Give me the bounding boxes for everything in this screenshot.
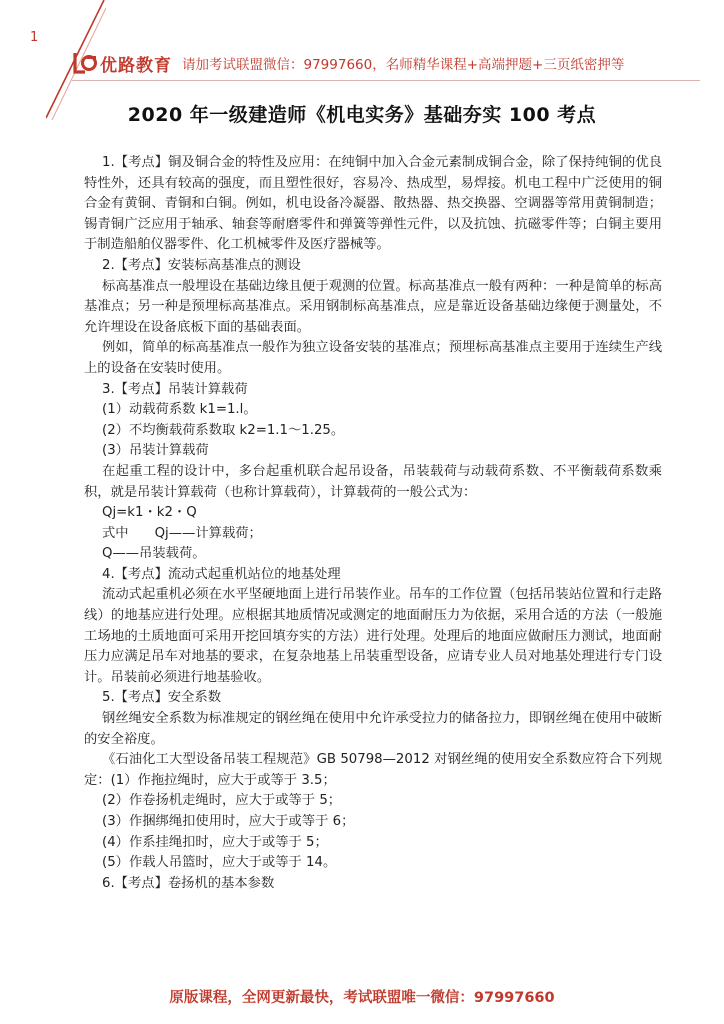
paragraph: 2.【考点】安装标高基准点的测设	[102, 257, 301, 273]
brand-name: 优路教育	[100, 55, 172, 76]
paragraph: 在起重工程的设计中，多台起重机联合起吊设备，吊装载荷与动载荷系数、不平衡载荷系数乘积，就是吊装计算载荷（也称计算载荷），计算载荷的一般公式为：	[84, 463, 662, 500]
formula-line: Qj=k1・k2・Q	[102, 505, 197, 521]
paragraph: 标高基准点一般埋设在基础边缘且便于观测的位置。标高基准点一般有两种：一种是简单的标高基准点；另一种是预埋标高基准点。采用钢制标高基准点，应是靠近设备基础边缘便于测量处，不允许埋设在设备底板下面的基础表面。	[84, 278, 662, 335]
paragraph: (4）作系挂绳扣时，应大于或等于 5；	[102, 834, 328, 850]
paragraph: 6.【考点】卷扬机的基本参数	[102, 875, 275, 891]
paragraph: (2）作卷扬机走绳时，应大于或等于 5；	[102, 793, 342, 809]
paragraph: 4.【考点】流动式起重机站位的地基处理	[102, 566, 341, 582]
paragraph: (5）作载人吊篮时，应大于或等于 14。	[102, 855, 337, 871]
document-body	[84, 153, 662, 894]
formula-term: Qj——计算载荷；	[154, 525, 262, 541]
paragraph: 1.【考点】铜及铜合金的特性及应用：在纯铜中加入合金元素制成铜合金，除了保持纯铜的优良特性外，还具有较高的强度，而且塑性很好，容易冷、热成型，易焊接。机电工程中广泛使用的铜合金有黄铜、青铜和白铜。例如，机电设备冷凝器、散热器、热交换器、空调器等常用黄铜制造；锡青铜广泛应用于轴承、轴套等耐磨零件和弹簧等弹性元件，以及抗蚀、抗磁零件等；白铜主要用于制造船舶仪器零件、化工机械零件及医疗器械等。	[84, 155, 662, 253]
paragraph: 例如，简单的标高基准点一般作为独立设备安装的基准点；预埋标高基准点主要用于连续生产线上的设备在安装时使用。	[84, 340, 662, 376]
document-title: 2020 年一级建造师《机电实务》基础夯实 100 考点	[127, 104, 597, 126]
header-banner	[72, 50, 712, 76]
youlu-logo-icon	[72, 51, 98, 75]
paragraph: 5.【考点】安全系数	[102, 690, 222, 706]
paragraph: (3）作捆绑绳扣使用时，应大于或等于 6；	[102, 814, 355, 829]
paragraph: 钢丝绳安全系数为标准规定的钢丝绳在使用中允许承受拉力的储备拉力，即钢丝绳在使用中破断的安全裕度。	[84, 711, 662, 747]
paragraph: Q——吊装载荷。	[102, 546, 206, 562]
header-divider	[72, 80, 700, 81]
paragraph: (3）吊装计算载荷	[102, 443, 209, 459]
paragraph: (2）不均衡载荷系数取 k2=1.1～1.25。	[102, 422, 345, 438]
formula-label: 式中	[102, 525, 129, 541]
paragraph: 流动式起重机必须在水平坚硬地面上进行吊装作业。吊车的工作位置（包括吊装站位置和行走路线）的地基应进行处理。应根据其地质情况或测定的地面耐压力为依据，采用合适的方法（一般施工场地的土质地面可采用开挖回填夯实的方法）进行处理。处理后的地面应做耐压力测试，地面耐压力应满足吊车对地基的要求，在复杂地基上吊装重型设备，应请专业人员对地基处理进行专门设计。吊装前必须进行地基验收。	[84, 587, 662, 685]
footer-notice: 原版课程，全网更新最快，考试联盟唯一微信：97997660	[169, 990, 555, 1006]
paragraph: 《石油化工大型设备吊装工程规范》GB 50798—2012 对钢丝绳的使用安全系数应符合下列规定：(1）作拖拉绳时，应大于或等于 3.5；	[84, 752, 662, 788]
paragraph: (1）动载荷系数 k1=1.l。	[102, 402, 257, 418]
page-number: 1	[30, 30, 39, 45]
paragraph: 3.【考点】吊装计算载荷	[102, 381, 248, 397]
header-slogan: 请加考试联盟微信：97997660，名师精华课程+高端押题+三页纸密押等	[182, 57, 625, 73]
formula-definition	[84, 524, 662, 545]
